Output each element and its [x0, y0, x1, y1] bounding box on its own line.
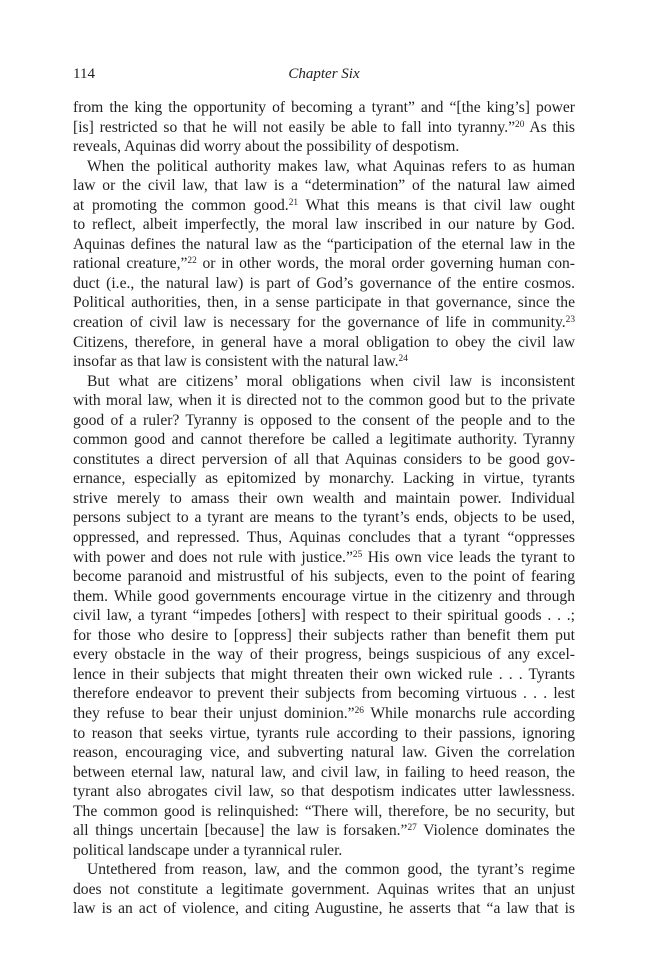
- line-text: But what are citizens’ moral obligations when civil law is inconsistent: [87, 372, 575, 390]
- line-text: them. While good governments encourage virtue in the citizenry and through: [73, 587, 575, 605]
- text-line: [73, 235, 575, 255]
- line-text: they refuse to bear their unjust dominion.”: [73, 704, 355, 722]
- line-text: does not constitute a legitimate government. Aquinas writes that an unjust: [73, 880, 575, 898]
- text-line: [73, 860, 575, 880]
- text-line: [73, 215, 575, 235]
- line-text: Political authorities, then, in a sense participate in that governance, since the: [73, 294, 575, 312]
- text-line: [73, 548, 575, 568]
- line-text: rational creature,”: [73, 255, 188, 273]
- text-line: [73, 528, 575, 548]
- text-line: [73, 645, 575, 665]
- line-text: When the political authority makes law, what Aquinas refers to as human: [87, 157, 575, 175]
- line-text: law is an act of violence, and citing Augustine, he asserts that “a law that is: [73, 900, 575, 918]
- line-text-continued: While monarchs rule according: [363, 704, 575, 722]
- line-text: from the king the opportunity of becoming a tyrant” and “[the king’s] power: [73, 99, 575, 116]
- line-text-continued: What this means is that civil law ought: [298, 196, 575, 214]
- line-text: oppressed, and repressed. Thus, Aquinas concludes that a tyrant “oppresses: [73, 529, 575, 547]
- line-text-continued: or in other words, the moral order governing human con-: [196, 255, 576, 273]
- text-line: [73, 293, 575, 313]
- text-line: [73, 567, 575, 587]
- line-text-continued: Violence dominates the: [416, 822, 575, 840]
- line-text: political landscape under a tyrannical ruler.: [73, 841, 343, 859]
- line-text-continued: His own vice leads the tyrant to: [362, 548, 576, 566]
- line-text: with moral law, when it is directed not to the common good but to the private: [73, 392, 575, 410]
- text-line: [73, 118, 575, 138]
- text-line: [73, 352, 575, 372]
- line-text: ernance, especially as epitomized by monarchy. Lacking in virtue, tyrants: [73, 470, 575, 488]
- line-text: between eternal law, natural law, and civil law, in failing to heed reason, the: [73, 763, 575, 781]
- line-text: Aquinas defines the natural law as the “participation of the eternal law in the: [73, 235, 575, 253]
- footnote-ref: 20: [515, 119, 525, 130]
- text-line: [73, 626, 575, 646]
- text-line: [73, 411, 575, 431]
- text-line: [73, 391, 575, 411]
- line-text: [is] restricted so that he will not easily be able to fall into tyranny.”: [73, 118, 516, 136]
- text-line: [73, 763, 575, 783]
- line-text: to reflect, albeit imperfectly, the moral law inscribed in our nature by God.: [73, 216, 575, 234]
- line-text: therefore endeavor to prevent their subjects from becoming virtuous . . . lest: [73, 685, 575, 703]
- line-text: all things uncertain [because] the law is forsaken.”: [73, 822, 408, 840]
- line-text: for those who desire to [oppress] their subjects rather than benefit them put: [73, 626, 575, 644]
- footnote-ref: 25: [352, 549, 363, 560]
- text-line: [73, 450, 575, 470]
- text-line: [73, 254, 575, 274]
- line-text: constitutes a direct perversion of all that Aquinas considers to be good gov-: [73, 450, 575, 468]
- line-text: law or the civil law, that law is a “determination” of the natural law aimed: [73, 177, 575, 195]
- text-line: [73, 489, 575, 509]
- line-text: become paranoid and mistrustful of his subjects, even to the point of fearing: [73, 568, 575, 586]
- text-line: [73, 98, 575, 118]
- footnote-ref: 24: [398, 353, 408, 364]
- line-text: reason, encouraging vice, and subverting natural law. Given the correlation: [73, 744, 575, 762]
- page-number: 114: [73, 66, 95, 82]
- line-text: civil law, a tyrant “impedes [others] with respect to their spiritual goods . . .;: [73, 607, 575, 625]
- line-text: Untethered from reason, law, and the common good, the tyrant’s regime: [87, 861, 575, 879]
- text-line: [73, 430, 575, 450]
- line-text: lence in their subjects that might threaten their own wicked rule . . . Tyrants: [73, 665, 575, 683]
- text-line: [73, 137, 575, 157]
- footnote-ref: 21: [288, 197, 299, 208]
- line-text: every obstacle in the way of their progress, beings suspicious of any excel-: [73, 646, 575, 664]
- text-line: [73, 157, 575, 177]
- text-line: [73, 176, 575, 196]
- line-text: to reason that seeks virtue, tyrants rule according to their passions, ignoring: [73, 724, 575, 742]
- text-line: [73, 782, 575, 802]
- text-line: [73, 665, 575, 685]
- text-line: [73, 802, 575, 822]
- text-line: [73, 724, 575, 744]
- line-text: tyrant also abrogates civil law, so that despotism indicates utter lawlessness.: [73, 783, 575, 801]
- footnote-ref: 26: [354, 705, 364, 716]
- line-text: at promoting the common good.: [73, 196, 289, 214]
- running-head: Chapter Six: [288, 66, 360, 82]
- line-text-continued: As this: [524, 118, 575, 136]
- text-line: [73, 743, 575, 763]
- text-line: [73, 841, 575, 861]
- line-text: The common good is relinquished: “There will, therefore, be no security, but: [73, 802, 575, 820]
- footnote-ref: 27: [407, 823, 417, 834]
- line-text: good of a ruler? Tyranny is opposed to the consent of the people and to the: [73, 411, 575, 429]
- text-line: [73, 508, 575, 528]
- line-text: persons subject to a tyrant are means to the tyrant’s ends, objects to be used,: [73, 509, 575, 527]
- text-line: [73, 196, 575, 216]
- text-line: [73, 821, 575, 841]
- text-line: [73, 880, 575, 900]
- line-text: insofar as that law is consistent with the natural law.: [73, 353, 399, 371]
- text-line: [73, 469, 575, 489]
- line-text: duct (i.e., the natural law) is part of God’s governance of the entire cosmos.: [73, 274, 575, 292]
- line-text: reveals, Aquinas did worry about the possibility of despotism.: [73, 138, 460, 156]
- text-line: [73, 274, 575, 294]
- text-line: [73, 313, 575, 333]
- body-text: [73, 98, 575, 919]
- text-line: [73, 587, 575, 607]
- footnote-ref: 23: [565, 314, 575, 325]
- text-line: [73, 899, 575, 919]
- text-line: [73, 704, 575, 724]
- text-line: [73, 333, 575, 353]
- text-line: [73, 684, 575, 704]
- line-text: common good and cannot therefore be called a legitimate authority. Tyranny: [73, 431, 575, 449]
- page-header: [73, 66, 575, 86]
- text-line: [73, 372, 575, 392]
- line-text: with power and does not rule with justice.”: [73, 548, 353, 566]
- text-line: [73, 606, 575, 626]
- line-text: creation of civil law is necessary for the governance of life in community.: [73, 314, 566, 332]
- line-text: Citizens, therefore, in general have a moral obligation to obey the civil law: [73, 333, 575, 351]
- line-text: strive merely to amass their own wealth and maintain power. Individual: [73, 489, 575, 507]
- footnote-ref: 22: [187, 256, 197, 267]
